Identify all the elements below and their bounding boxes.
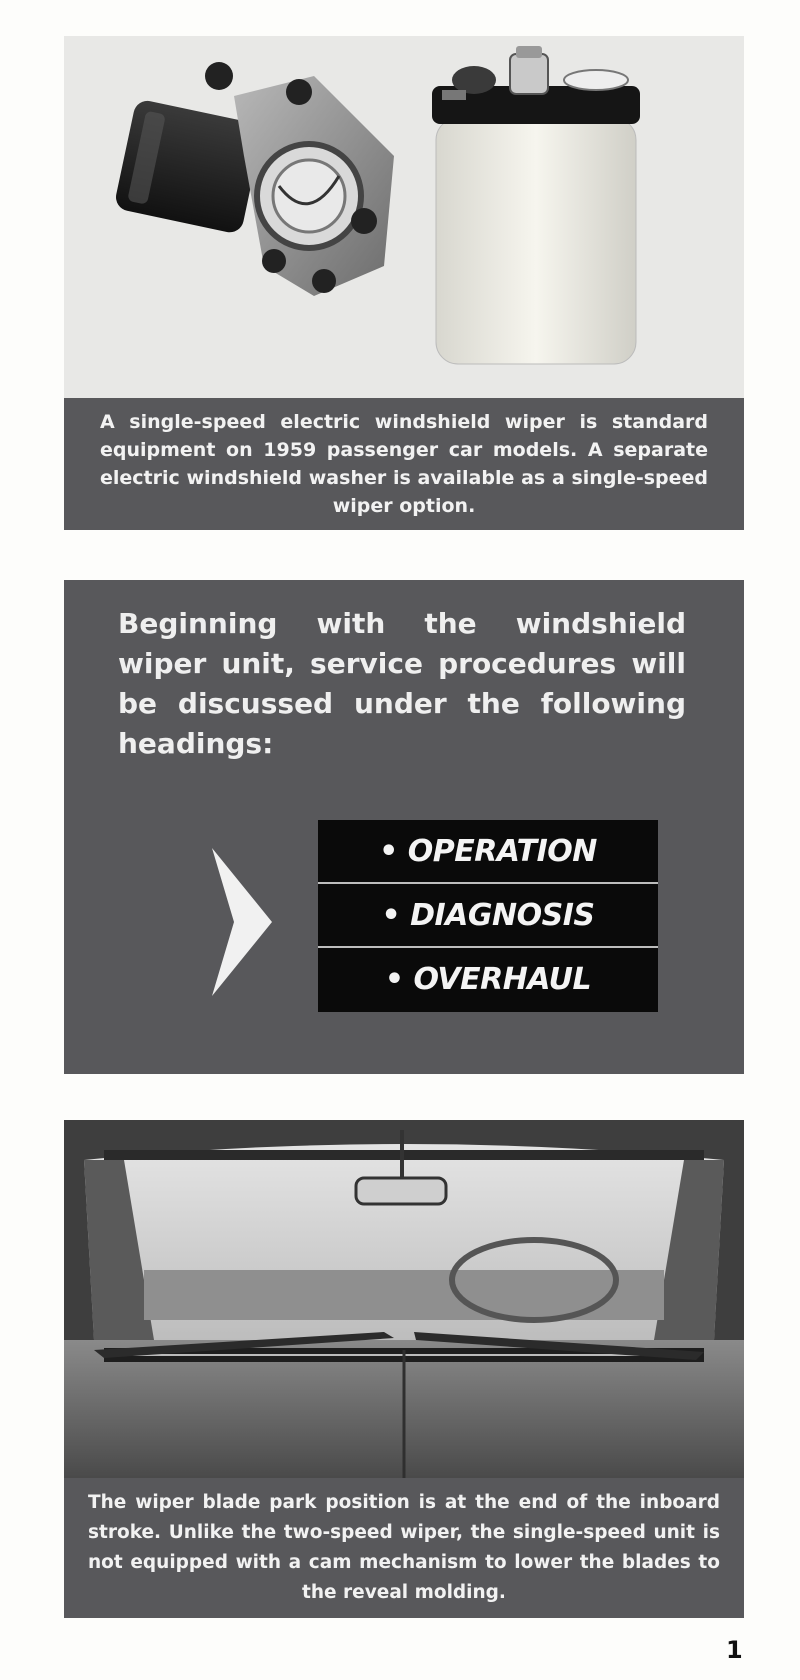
photo-illustration	[64, 1120, 744, 1478]
figure-caption: A single-speed electric windshield wiper is standard equipment on 1959 passenger car models. A separate electric windshield washer is available as a single-speed wiper option.	[64, 398, 744, 530]
photo-illustration	[64, 36, 744, 398]
heading-operation: • OPERATION	[318, 820, 658, 884]
headings-list	[318, 820, 658, 1012]
intro-text: Beginning with the windshield wiper unit, service procedures will be discussed under the following headings:	[118, 607, 686, 760]
wiper-motor-and-washer-photo	[64, 36, 744, 398]
figure-caption: The wiper blade park position is at the end of the inboard stroke. Unlike the two-speed wiper, the single-speed unit is not equipped with a cam mechanism to lower the blades to the reveal molding.	[64, 1478, 744, 1618]
headings-panel	[64, 580, 744, 1074]
windshield-wipers-photo	[64, 1120, 744, 1478]
heading-overhaul: • OVERHAUL	[384, 962, 592, 997]
wiper-washer-figure	[64, 36, 744, 530]
arrow-chevron-icon	[212, 848, 272, 996]
wiper-park-figure	[64, 1120, 744, 1618]
page-number: 1	[726, 1636, 743, 1664]
heading-diagnosis: • DIAGNOSIS	[318, 884, 658, 948]
